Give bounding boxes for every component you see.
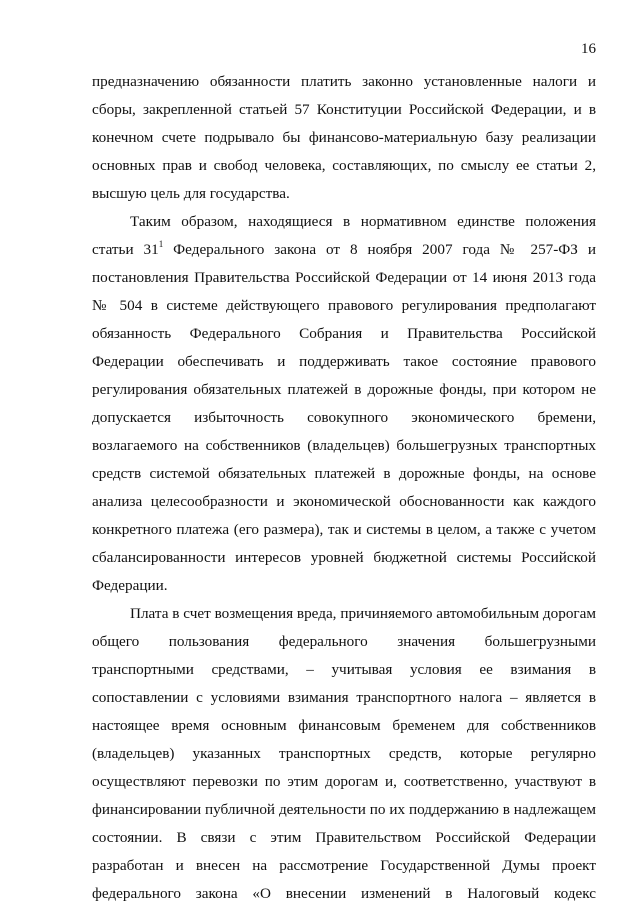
text-line: средств системой обязательных платежей в дорожные фонды, на основе [92, 465, 596, 482]
text-line: № 504 в системе действующего правового регулирования предполагают [92, 297, 596, 314]
text-line: сопоставлении с условиями взимания транспортного налога – является в [92, 689, 596, 706]
text-line: транспортными средствами, – учитывая условия ее взимания в [92, 661, 596, 678]
text-line: конкретного платежа (его размера), так и системы в целом, а также с учетом [92, 521, 596, 538]
text-line: анализа целесообразности и экономической обоснованности как каждого [92, 493, 596, 510]
text-line: сбалансированности интересов уровней бюджетной системы Российской [92, 549, 596, 566]
text-line-with-superscript [92, 240, 596, 268]
text-line: финансировании публичной деятельности по их поддержанию в надлежащем [92, 801, 596, 818]
text-line: Федерации обеспечивать и поддерживать такое состояние правового [92, 353, 596, 370]
text-line: конечном счете подрывало бы финансово-материальную базу реализации [92, 129, 596, 146]
text-line: Плата в счет возмещения вреда, причиняемого автомобильным дорогам [130, 605, 596, 622]
text-line: допускается избыточность совокупного экономического бремени, [92, 409, 596, 426]
text-line: настоящее время основным финансовым бременем для собственников [92, 717, 596, 734]
text-line: общего пользования федерального значения большегрузными [92, 633, 596, 650]
text-line: предназначению обязанности платить законно установленные налоги и [92, 73, 596, 90]
text-line: постановления Правительства Российской Федерации от 14 июня 2013 года [92, 269, 596, 286]
text-line: сборы, закрепленной статьей 57 Конституции Российской Федерации, и в [92, 101, 596, 118]
text-line: возлагаемого на собственников (владельцев) большегрузных транспортных [92, 437, 596, 454]
text-line: Таким образом, находящиеся в нормативном единстве положения [130, 213, 596, 230]
text-line: состоянии. В связи с этим Правительством Российской Федерации [92, 829, 596, 846]
text-line: осуществляют перевозки по этим дорогам и, соответственно, участвуют в [92, 773, 596, 790]
superscript: 1 [158, 239, 164, 249]
text-line: Федерации. [92, 577, 168, 594]
text-line: высшую цель для государства. [92, 185, 290, 202]
document-body [92, 72, 596, 912]
text-line: федерального закона «О внесении изменений в Налоговый кодекс [92, 885, 596, 902]
text-line: основных прав и свобод человека, составляющих, по смыслу ее статьи 2, [92, 157, 596, 174]
text-fragment: Федерального закона от 8 ноября 2007 года № 257-ФЗ и [163, 241, 596, 258]
text-line: регулирования обязательных платежей в дорожные фонды, при котором не [92, 381, 596, 398]
text-line: разработан и внесен на рассмотрение Государственной Думы проект [92, 857, 596, 874]
text-line: обязанность Федерального Собрания и Правительства Российской [92, 325, 596, 342]
text-fragment: статьи 31 [92, 241, 159, 258]
page-number: 16 [581, 41, 596, 57]
text-line: (владельцев) указанных транспортных средств, которые регулярно [92, 745, 596, 762]
